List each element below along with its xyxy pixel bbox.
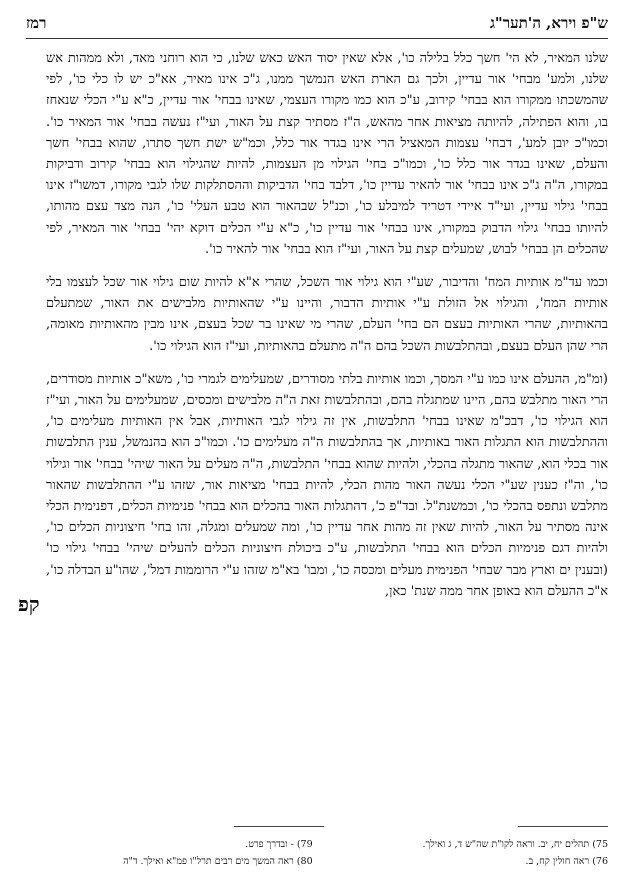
- footnote-rule-left: [234, 826, 324, 827]
- paragraph-2: וכמו עד"מ אותיות המח' והדיבור, שע"י הוא גילוי אור השכל, שהרי א"א להיות שום גילוי אור שכל לעצמו בלי אותיות המח', והגילוי אל הזולת ע"י אותיות הדבור, והיינו ע"י שהאותיות מלבישים את האור, שמתעלם בהאותיות, שהרי האותיות בעצם הם בחי' העלם, שהרי מי שאינו בר שכל בעצם, אינו מבין מהאותיות מאומה, הרי שהן העלם בעצם, ובהתלבשות השכל בהם ה"ה מתעלם בהאותיות, ועי"ז הוא הגילוי כו'.: [46, 275, 608, 354]
- main-text: [46, 48, 608, 602]
- page-header: [26, 12, 608, 34]
- footnote-79: 79) ‑ ובדרך פרט.: [245, 839, 313, 850]
- paragraph-3: (ומ"מ, ההעלם אינו כמו ע"י המסך, וכמו אותיות בלתי מסודרים, שמעלימים לגמרי כו', משא"כ אותיות מסודרים, הרי האור מתלבש בהם, היינו שמתגלה בהם, ובהתלבשות זאת ה"ה מלבישים ומכסים, שמעלימים על האור, ועי"ז הוא הגילוי כו', דבכ"מ שאינו בבחי' התלבשות, אין זה גילוי לגבי האותיות, אבל אין האותיות מעלימים כו', וההתלבשות הוא התגלות האור באותיות, אך בהתלבשות ה"ה מעלימים כו'. וכמו"כ הוא בהנמשל, ענין התלבשות אור בכלי הוא, שהאור מתגלה בהכלי, ולהיות שהוא בבחי' התלבשות, ה"ה מעלים על האור שיהי' בבחי' אור וגילוי כו', וה"ז כענין שע"י הכלי נעשה האור מהות הכלי, להיות בבחי' מציאות אור, שזהו ע"י ההתלבשות שהאור מתלבש ונתפס בהכלי כו', וכמשנת"ל. ובד"פ כ', דהתגלות האור בהכלים הוא בבחי' פנימיות הכלים, דפנימית הכלי אינה מסתיר על האור, להיות שאין זה מהות אחר עדיין כו', ומה שמעלים ומגלה, זהו בחי' חיצוניות הכלים כו', ולהיות דגם פנימיות הכלים הוא בבחי' התלבשות, ע"כ ביכולת חיצוניות הכלים להעלים שיהי' בבחי' גילוי כו' (ובענין ים וארץ מבר שבחי' הפנימית מעלים ומכסה כו', ומבו' בא"מ שזהו ע"י הרוממות דמל', שהו"ע הבדלה כו', א"כ ההעלם הוא באופן אחר ממה שנת' כאן,: [46, 371, 608, 599]
- footnotes-left-column: [40, 836, 313, 870]
- running-title: ש"פ וירא, ה'תער"ג: [489, 13, 608, 32]
- footnotes-right-column: [335, 836, 608, 870]
- footnote-80: 80) ראה המשך מים רבים תרל"ו פמ"א ואילך. ד"ה: [123, 856, 313, 867]
- page-number: רמז: [26, 13, 47, 32]
- paragraph-1: שלנו המאיר, לא הי' חשך כלל בלילה כו', אלא שאין יסוד האש כאש שלנו, כי הוא רוחני מאד, ולא ממהות אש שלנו, ולמע' מבחי' אור עדיין, ולכך גם הארת האש הנמשך ממנו, ג"כ אינו מאיר, אא"כ יש לו כלי כו', לפי שהמשכתו ממקורו הוא בבחי' קירוב, ע"כ הוא כמו מקורו העצמי, שאינו בבחי' אור עדיין, כ"א ע"י הכלי שנאחז בו, והוא הפתילה, להיותה מציאות אחר מהאש, ה"ז מסתיר קצת על האור, ועי"ז נעשה בבחי' אור המאיר כו'. וכמו"כ יובן למע', דבחי' עצמות המאציל הרי אינו בגדר אור כלל, וכמ"ש ישת חשך סתרו, שהוא בבחי' חשך והעלם, שאינו בגדר אור כלל כו', וכמו"כ בחי' הגילוי מן העצמות, להיות שהגילוי הוא בבחי' קירוב ודביקות במקורו, ה"ה ג"כ אינו בבחי' אור להאיר עדיין כו', דלבד בחי' הדביקות וההסתלקות שלו לגבי מקורו, דמשו"ז אינו בבחי' גילוי עדיין, ועי"ד איידי דטריד למיבלע כו', וכנ"ל שבהאור הוא טבע העלי' כו', הנה מצד עצם מהותו, להיותו בבחי' גילוי הדבוק במקורו, אינו בבחי' אור עדיין כו', כ"א ע"י הכלים דוקא יהי' בבחי' אור המאיר, לפי שהכלים הן בבחי' לבוש, שמעלים קצת על האור, ועי"ז הוא בבחי' אור להאיר כו'.: [46, 51, 608, 257]
- header-rule: [26, 38, 608, 39]
- footnotes: [40, 836, 608, 870]
- footnote-76: 76) ראה חולין קח, ב.: [525, 856, 608, 867]
- footnote-75: 75) תהלים יח, יב. וראה לקו"ת שה"ש ד, ג ואילך.: [422, 839, 608, 850]
- footnote-rule-right: [518, 826, 608, 827]
- margin-page-marker: קפ: [18, 592, 40, 616]
